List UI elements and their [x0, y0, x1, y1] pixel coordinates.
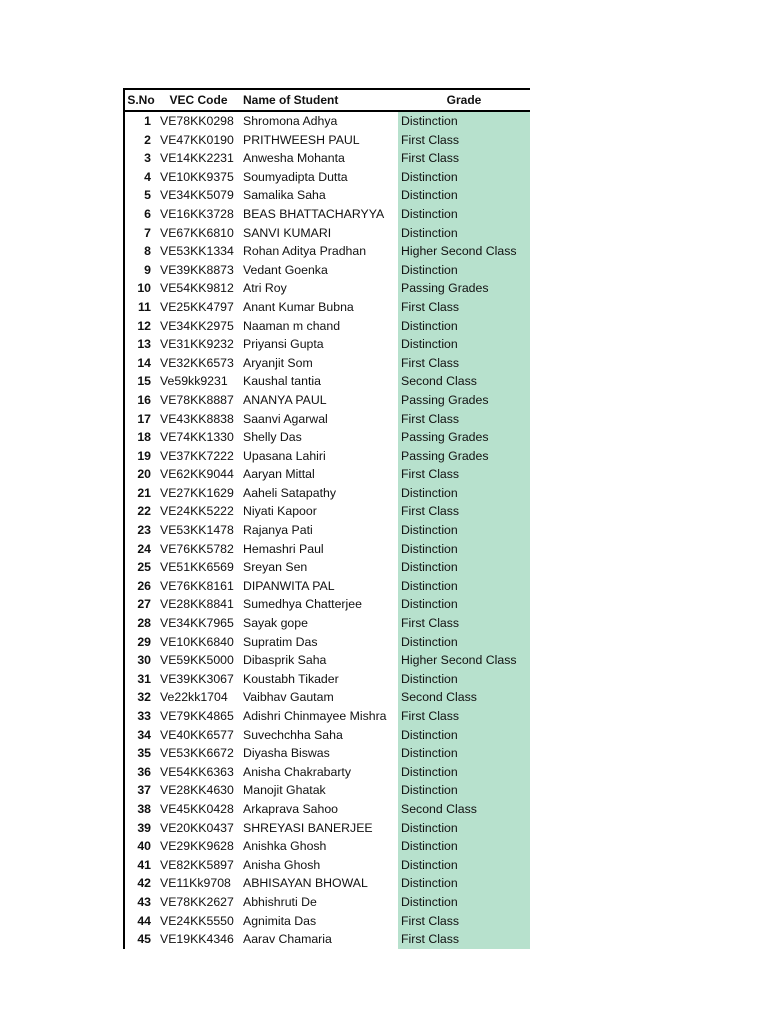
row-grade: Distinction [398, 205, 530, 224]
row-sno: 13 [124, 335, 157, 354]
row-sno: 32 [124, 688, 157, 707]
row-vec-code: VE51KK6569 [160, 560, 234, 575]
table-row [124, 874, 530, 893]
row-vec-code: VE53KK1478 [160, 523, 234, 538]
row-vec-code: VE76KK5782 [160, 541, 234, 556]
header-student-name: Name of Student [240, 89, 398, 111]
table-row [124, 688, 530, 707]
row-grade: Distinction [398, 670, 530, 689]
row-vec-code: VE11Kk9708 [160, 876, 231, 891]
table-row [124, 800, 530, 819]
table-row [124, 131, 530, 150]
table-row [124, 354, 530, 373]
row-vec-code: VE74KK1330 [160, 430, 234, 445]
table-row [124, 633, 530, 652]
row-student-name: Agnimita Das [243, 913, 317, 928]
row-student-name: Sayak gope [243, 616, 308, 631]
table-row [124, 707, 530, 726]
row-sno: 6 [124, 205, 157, 224]
row-grade: Distinction [398, 111, 530, 131]
row-sno: 12 [124, 317, 157, 336]
row-student-name: Naaman m chand [243, 318, 341, 333]
row-student-name: Rohan Aditya Pradhan [243, 244, 367, 259]
row-student-name: Koustabh Tikader [243, 671, 339, 686]
row-sno: 2 [124, 131, 157, 150]
row-student-name: Abhishruti De [243, 894, 317, 909]
row-sno: 24 [124, 540, 157, 559]
row-grade: Higher Second Class [398, 651, 530, 670]
row-grade: Distinction [398, 521, 530, 540]
row-vec-code: VE82KK5897 [160, 857, 234, 872]
row-student-name: Rajanya Pati [243, 523, 313, 538]
row-grade: First Class [398, 149, 530, 168]
table-row [124, 428, 530, 447]
row-grade: Distinction [398, 186, 530, 205]
row-grade: Distinction [398, 763, 530, 782]
table-row [124, 335, 530, 354]
table-row [124, 763, 530, 782]
row-vec-code: VE19KK4346 [160, 932, 234, 947]
row-student-name: Anishka Ghosh [243, 839, 327, 854]
row-grade: Distinction [398, 168, 530, 187]
row-sno: 30 [124, 651, 157, 670]
table-row [124, 893, 530, 912]
table-header [124, 89, 530, 111]
row-sno: 29 [124, 633, 157, 652]
table-row [124, 558, 530, 577]
row-sno: 33 [124, 707, 157, 726]
row-grade: First Class [398, 131, 530, 150]
row-grade: First Class [398, 707, 530, 726]
table-row [124, 670, 530, 689]
row-grade: Passing Grades [398, 447, 530, 466]
row-vec-code: VE39KK3067 [160, 671, 234, 686]
row-vec-code: VE28KK4630 [160, 783, 234, 798]
row-sno: 44 [124, 912, 157, 931]
row-sno: 23 [124, 521, 157, 540]
row-student-name: Samalika Saha [243, 188, 326, 203]
row-vec-code: VE43KK8838 [160, 411, 234, 426]
row-student-name: Diyasha Biswas [243, 746, 330, 761]
table-row [124, 484, 530, 503]
row-sno: 41 [124, 856, 157, 875]
row-student-name: Arkaprava Sahoo [243, 801, 339, 816]
row-student-name: Aaryan Mittal [243, 467, 315, 482]
row-vec-code: VE53KK6672 [160, 746, 234, 761]
row-sno: 5 [124, 186, 157, 205]
row-sno: 9 [124, 261, 157, 280]
row-grade: Distinction [398, 744, 530, 763]
row-vec-code: VE78KK2627 [160, 894, 234, 909]
row-grade: Second Class [398, 800, 530, 819]
header-row [124, 89, 530, 111]
row-sno: 34 [124, 726, 157, 745]
row-sno: 36 [124, 763, 157, 782]
row-student-name: Anant Kumar Bubna [243, 299, 354, 314]
row-sno: 40 [124, 837, 157, 856]
row-grade: Distinction [398, 484, 530, 503]
row-vec-code: VE14KK2231 [160, 151, 234, 166]
row-sno: 28 [124, 614, 157, 633]
row-student-name: Hemashri Paul [243, 541, 324, 556]
row-grade: Distinction [398, 819, 530, 838]
header-sno: S.No [124, 89, 157, 111]
row-grade: Distinction [398, 726, 530, 745]
row-sno: 35 [124, 744, 157, 763]
table-row [124, 912, 530, 931]
row-vec-code: VE54KK6363 [160, 764, 234, 779]
row-grade: Distinction [398, 577, 530, 596]
row-grade: First Class [398, 298, 530, 317]
row-vec-code: VE20KK0437 [160, 820, 234, 835]
row-grade: First Class [398, 465, 530, 484]
row-sno: 8 [124, 242, 157, 261]
row-grade: Distinction [398, 856, 530, 875]
row-student-name: Aaheli Satapathy [243, 485, 336, 500]
row-grade: First Class [398, 930, 530, 949]
row-student-name: SHREYASI BANERJEE [243, 820, 373, 835]
row-student-name: Anisha Chakrabarty [243, 764, 351, 779]
table-row [124, 781, 530, 800]
row-grade: Distinction [398, 261, 530, 280]
row-student-name: Shromona Adhya [243, 114, 338, 128]
row-sno: 45 [124, 930, 157, 949]
row-sno: 42 [124, 874, 157, 893]
row-student-name: Soumyadipta Dutta [243, 169, 348, 184]
row-vec-code: VE37KK7222 [160, 448, 234, 463]
row-student-name: DIPANWITA PAL [243, 578, 335, 593]
row-vec-code: VE27KK1629 [160, 485, 234, 500]
row-student-name: Vedant Goenka [243, 262, 328, 277]
row-vec-code: VE78KK8887 [160, 392, 234, 407]
row-grade: Distinction [398, 595, 530, 614]
row-sno: 19 [124, 447, 157, 466]
row-sno: 27 [124, 595, 157, 614]
table-row [124, 317, 530, 336]
row-vec-code: VE53KK1334 [160, 244, 234, 259]
table-row [124, 168, 530, 187]
row-grade: Passing Grades [398, 391, 530, 410]
table-row [124, 540, 530, 559]
row-student-name: SANVI KUMARI [243, 225, 332, 240]
row-sno: 17 [124, 410, 157, 429]
row-sno: 20 [124, 465, 157, 484]
row-grade: Distinction [398, 633, 530, 652]
table-row [124, 819, 530, 838]
row-student-name: Kaushal tantia [243, 374, 321, 389]
row-student-name: Saanvi Agarwal [243, 411, 328, 426]
table-row [124, 111, 530, 131]
row-grade: Distinction [398, 335, 530, 354]
row-vec-code: VE47KK0190 [160, 132, 234, 147]
table-row [124, 595, 530, 614]
table-row [124, 726, 530, 745]
row-vec-code: VE24KK5550 [160, 913, 234, 928]
table-row [124, 447, 530, 466]
row-sno: 16 [124, 391, 157, 410]
row-vec-code: VE78KK0298 [160, 114, 234, 128]
row-sno: 38 [124, 800, 157, 819]
table-row [124, 521, 530, 540]
row-vec-code: VE25KK4797 [160, 299, 234, 314]
row-student-name: Anisha Ghosh [243, 857, 321, 872]
row-sno: 25 [124, 558, 157, 577]
table-row [124, 614, 530, 633]
header-vec-code: VEC Code [157, 89, 240, 111]
row-vec-code: VE10KK9375 [160, 169, 234, 184]
row-sno: 39 [124, 819, 157, 838]
row-sno: 4 [124, 168, 157, 187]
row-vec-code: VE34KK2975 [160, 318, 234, 333]
row-sno: 14 [124, 354, 157, 373]
row-vec-code: VE79KK4865 [160, 709, 234, 723]
row-sno: 11 [124, 298, 157, 317]
row-vec-code: VE40KK6577 [160, 727, 234, 742]
row-sno: 31 [124, 670, 157, 689]
row-sno: 22 [124, 502, 157, 521]
row-grade: Distinction [398, 781, 530, 800]
row-student-name: Atri Roy [243, 281, 287, 296]
row-grade: Distinction [398, 893, 530, 912]
row-grade: Distinction [398, 837, 530, 856]
row-sno: 37 [124, 781, 157, 800]
table-row [124, 186, 530, 205]
row-vec-code: VE10KK6840 [160, 634, 234, 649]
row-sno: 26 [124, 577, 157, 596]
row-grade: Distinction [398, 224, 530, 243]
row-student-name: Aarav Chamaria [243, 932, 332, 947]
row-sno: 21 [124, 484, 157, 503]
results-sheet [123, 88, 529, 949]
table-row [124, 242, 530, 261]
row-student-name: ANANYA PAUL [243, 392, 327, 407]
table-row [124, 261, 530, 280]
row-grade: First Class [398, 354, 530, 373]
row-vec-code: VE67KK6810 [160, 225, 234, 240]
row-vec-code: Ve59kk9231 [160, 374, 228, 389]
header-grade: Grade [398, 89, 530, 111]
row-student-name: BEAS BHATTACHARYYA [243, 206, 385, 221]
row-grade: Passing Grades [398, 428, 530, 447]
table-row [124, 837, 530, 856]
row-grade: First Class [398, 410, 530, 429]
table-row [124, 149, 530, 168]
row-student-name: Adishri Chinmayee Mishra [243, 709, 387, 723]
row-grade: Passing Grades [398, 279, 530, 298]
row-grade: Distinction [398, 540, 530, 559]
row-student-name: Suvechchha Saha [243, 727, 343, 742]
table-row [124, 744, 530, 763]
row-grade: Distinction [398, 874, 530, 893]
row-grade: First Class [398, 912, 530, 931]
row-student-name: Sumedhya Chatterjee [243, 597, 362, 612]
row-sno: 43 [124, 893, 157, 912]
table-row [124, 279, 530, 298]
row-sno: 1 [124, 111, 157, 131]
row-student-name: Dibasprik Saha [243, 653, 327, 668]
table-row [124, 372, 530, 391]
row-vec-code: VE29KK9628 [160, 839, 234, 854]
row-grade: Higher Second Class [398, 242, 530, 261]
row-student-name: Manojit Ghatak [243, 783, 326, 798]
table-row [124, 391, 530, 410]
row-student-name: PRITHWEESH PAUL [243, 132, 360, 147]
row-vec-code: Ve22kk1704 [160, 690, 228, 705]
table-row [124, 930, 530, 949]
row-vec-code: VE39KK8873 [160, 262, 234, 277]
row-grade: First Class [398, 614, 530, 633]
row-vec-code: VE34KK5079 [160, 188, 234, 203]
row-student-name: Anwesha Mohanta [243, 151, 345, 166]
row-vec-code: VE34KK7965 [160, 616, 234, 631]
row-student-name: Vaibhav Gautam [243, 690, 334, 705]
row-vec-code: VE45KK0428 [160, 801, 234, 816]
row-grade: Distinction [398, 558, 530, 577]
table-row [124, 205, 530, 224]
row-sno: 7 [124, 224, 157, 243]
row-vec-code: VE32KK6573 [160, 355, 234, 370]
row-student-name: Priyansi Gupta [243, 337, 324, 352]
table-row [124, 577, 530, 596]
row-vec-code: VE76KK8161 [160, 578, 234, 593]
row-sno: 3 [124, 149, 157, 168]
table-row [124, 856, 530, 875]
row-grade: Distinction [398, 317, 530, 336]
table-row [124, 651, 530, 670]
table-body [124, 111, 530, 949]
table-row [124, 410, 530, 429]
row-vec-code: VE62KK9044 [160, 467, 234, 482]
row-student-name: Upasana Lahiri [243, 448, 326, 463]
row-vec-code: VE24KK5222 [160, 504, 234, 519]
table-row [124, 465, 530, 484]
row-student-name: Shelly Das [243, 430, 302, 445]
row-vec-code: VE28KK8841 [160, 597, 234, 612]
row-sno: 10 [124, 279, 157, 298]
row-student-name: Aryanjit Som [243, 355, 313, 370]
row-sno: 18 [124, 428, 157, 447]
table-row [124, 224, 530, 243]
table-row [124, 298, 530, 317]
row-student-name: ABHISAYAN BHOWAL [243, 876, 368, 891]
student-grades-table [123, 88, 530, 949]
row-vec-code: VE54KK9812 [160, 281, 234, 296]
row-grade: Second Class [398, 688, 530, 707]
row-sno: 15 [124, 372, 157, 391]
row-grade: First Class [398, 502, 530, 521]
row-vec-code: VE31KK9232 [160, 337, 234, 352]
row-student-name: Sreyan Sen [243, 560, 308, 575]
row-student-name: Supratim Das [243, 634, 318, 649]
row-student-name: Niyati Kapoor [243, 504, 317, 519]
row-vec-code: VE59KK5000 [160, 653, 234, 668]
row-grade: Second Class [398, 372, 530, 391]
row-vec-code: VE16KK3728 [160, 206, 234, 221]
table-row [124, 502, 530, 521]
